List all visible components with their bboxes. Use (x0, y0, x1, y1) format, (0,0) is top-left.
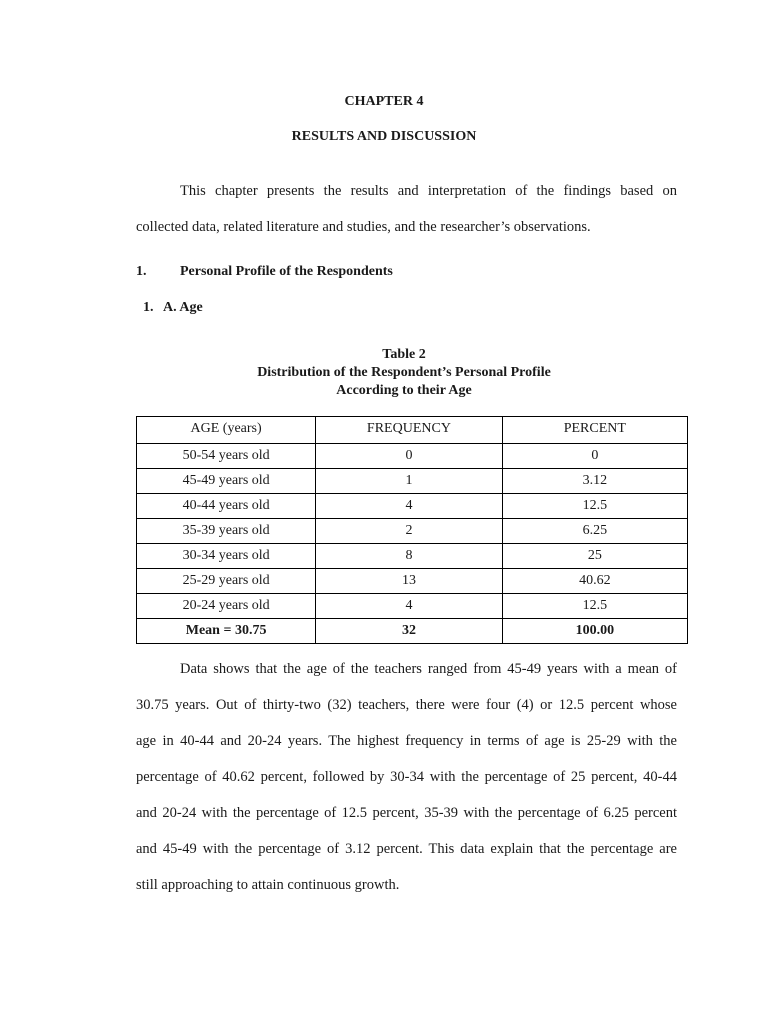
table-header-row (137, 417, 688, 444)
table-row (137, 544, 688, 569)
table-row (137, 519, 688, 544)
frequency-cell: 0 (316, 444, 502, 469)
frequency-cell: 4 (316, 594, 502, 619)
percent-cell: 40.62 (502, 569, 687, 594)
subsection-number: 1. (143, 300, 154, 315)
discussion-line: 30.75 years. Out of thirty-two (32) teachers, there were four (4) or 12.5 percent whose (136, 697, 677, 713)
intro-paragraph (136, 173, 677, 245)
table-caption-line: Distribution of the Respondent’s Personal Profile (257, 365, 551, 380)
table-total-row (137, 619, 688, 644)
table-row (137, 594, 688, 619)
intro-line: collected data, related literature and studies, and the researcher’s observations. (136, 219, 591, 235)
subsection-title: A. Age (163, 300, 203, 315)
age-cell: 30-34 years old (137, 544, 316, 569)
percent-cell: 25 (502, 544, 687, 569)
column-header-frequency: FREQUENCY (316, 417, 502, 444)
frequency-cell: 8 (316, 544, 502, 569)
age-cell: 20-24 years old (137, 594, 316, 619)
age-cell: 25-29 years old (137, 569, 316, 594)
table-row (137, 569, 688, 594)
table-row (137, 469, 688, 494)
frequency-cell: 1 (316, 469, 502, 494)
age-cell: 50-54 years old (137, 444, 316, 469)
percent-cell: 12.5 (502, 594, 687, 619)
table-row (137, 444, 688, 469)
discussion-line: and 45-49 with the percentage of 3.12 percent. This data explain that the percentage are (136, 841, 677, 857)
age-cell: 40-44 years old (137, 494, 316, 519)
total-percent-cell: 100.00 (502, 619, 687, 644)
page-title: RESULTS AND DISCUSSION (291, 129, 477, 144)
percent-cell: 3.12 (502, 469, 687, 494)
section-title: Personal Profile of the Respondents (180, 264, 393, 279)
total-frequency-cell: 32 (316, 619, 502, 644)
table-row (137, 494, 688, 519)
mean-cell: Mean = 30.75 (137, 619, 316, 644)
frequency-cell: 13 (316, 569, 502, 594)
discussion-line: percentage of 40.62 percent, followed by 30-34 with the percentage of 25 percent, 40-44 (136, 769, 677, 785)
chapter-heading: CHAPTER 4 (344, 94, 424, 109)
frequency-cell: 4 (316, 494, 502, 519)
percent-cell: 6.25 (502, 519, 687, 544)
intro-line: This chapter presents the results and interpretation of the findings based on (180, 183, 677, 199)
age-cell: 35-39 years old (137, 519, 316, 544)
percent-cell: 12.5 (502, 494, 687, 519)
discussion-line: age in 40-44 and 20-24 years. The highest frequency in terms of age is 25-29 with the (136, 733, 677, 749)
frequency-cell: 2 (316, 519, 502, 544)
discussion-line: Data shows that the age of the teachers ranged from 45-49 years with a mean of (180, 661, 677, 677)
discussion-paragraph (136, 651, 677, 903)
column-header-percent: PERCENT (502, 417, 687, 444)
column-header-age: AGE (years) (137, 417, 316, 444)
age-distribution-table (136, 416, 688, 644)
discussion-line: and 20-24 with the percentage of 12.5 percent, 35-39 with the percentage of 6.25 percent (136, 805, 677, 821)
table-caption-line: According to their Age (336, 383, 472, 398)
section-number: 1. (136, 264, 147, 279)
percent-cell: 0 (502, 444, 687, 469)
table-caption (20, 346, 768, 400)
discussion-line: still approaching to attain continuous growth. (136, 877, 400, 893)
table-label: Table 2 (382, 347, 426, 362)
age-cell: 45-49 years old (137, 469, 316, 494)
